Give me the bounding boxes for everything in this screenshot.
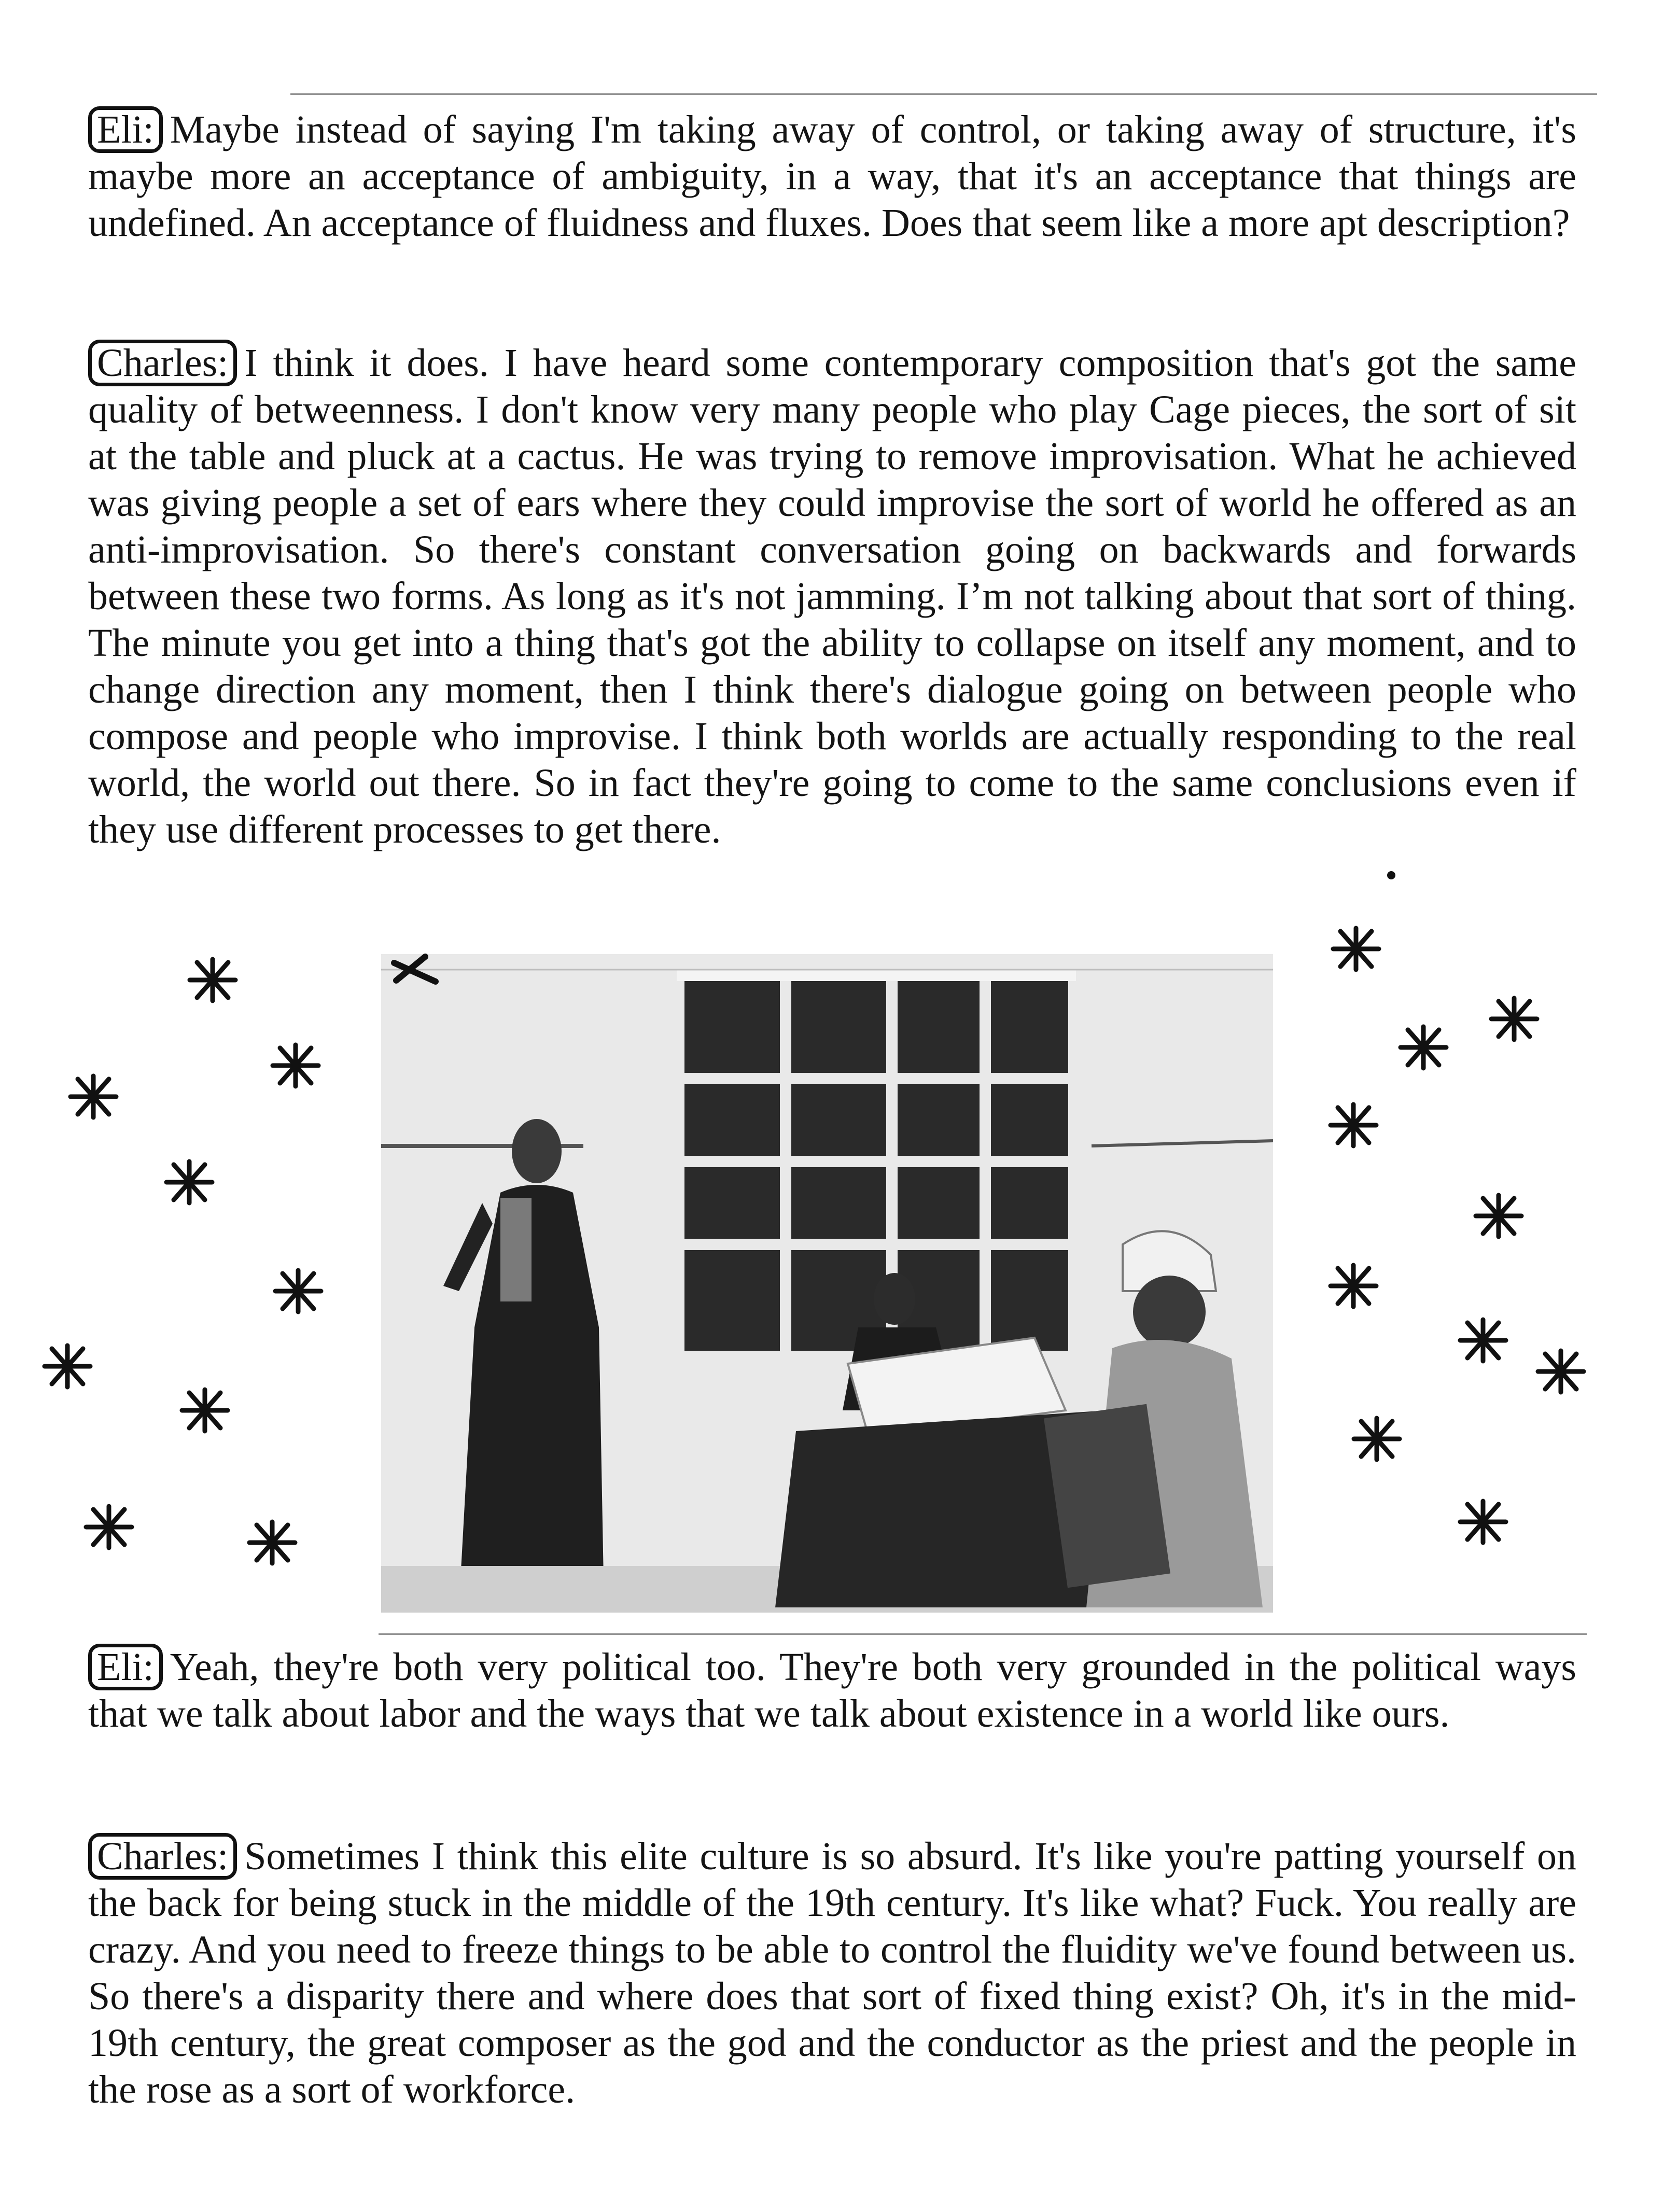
paragraph-text: Yeah, they're both very political too. They're both very grounded in the political ways that we talk about labor and the ways that we talk about existence in a world like ours. (88, 1645, 1576, 1735)
paragraph-charles-1 (88, 340, 1576, 853)
speaker-label: Eli: (88, 1644, 163, 1690)
paragraph-text: I think it does. I have heard some contemporary composition that's got the same quality of betweenness. I don't know very many people who play Cage pieces, the sort of sit at the table and pluck at a cactus. He was trying to remove improvisation. What he achieved was giving people a set of ears where they could improvise the sort of world he offered as an anti-improvisation. So there's constant conversation going on backwards and forwards between these two forms. As long as it's not jamming. I’m not talking about that sort of thing. The minute you get into a thing that's got the ability to collapse on itself any moment, and to change direction any moment, then I think there's dialogue going on between people who compose and people who improvise. I think both worlds are actually responding to the real world, the world out there. So in fact they're going to come to the same conclusions even if they use different processes to get there. (88, 341, 1576, 851)
paragraph-text: Maybe instead of saying I'm taking away of control, or taking away of structure, it's maybe more an acceptance of ambiguity, in a way, that it's an acceptance that things are undefined. An acceptance of fluidness and fluxes. Does that seem like a more apt description? (88, 108, 1576, 245)
speaker-label: Charles: (88, 1833, 237, 1880)
top-scan-rule (290, 93, 1597, 95)
section-scan-rule (379, 1633, 1587, 1635)
paragraph-charles-2 (88, 1833, 1576, 2113)
paragraph-eli-2 (88, 1644, 1576, 1737)
speaker-label: Eli: (88, 106, 163, 153)
photo-of-performers-icon (381, 954, 1273, 1613)
paragraph-eli-1 (88, 106, 1576, 246)
performance-photo (381, 954, 1273, 1613)
speaker-label: Charles: (88, 340, 237, 386)
paragraph-text: Sometimes I think this elite culture is so absurd. It's like you're patting yourself on the back for being stuck in the middle of the 19th century. It's like what? Fuck. You really are crazy. And you need to freeze things to be able to control the fluidity we've found between us. So there's a disparity there and where does that sort of fixed thing exist? Oh, it's in the mid-19th century, the great composer as the god and the conductor as the priest and the people in the rose as a sort of workforce. (88, 1835, 1576, 2111)
